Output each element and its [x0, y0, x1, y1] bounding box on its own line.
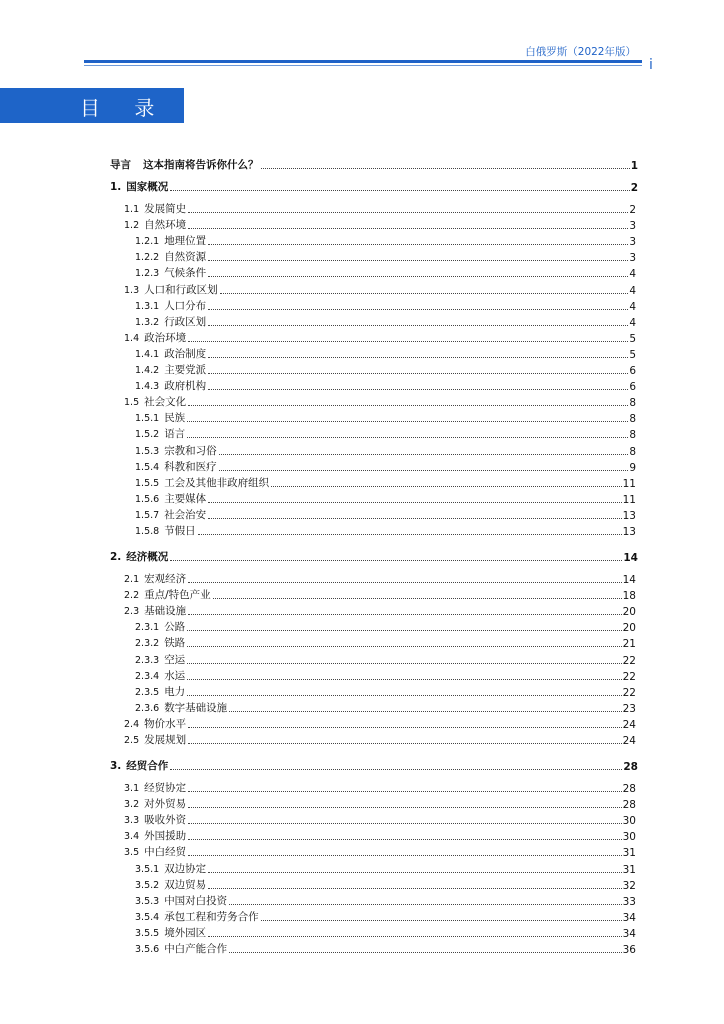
- toc-entry[interactable]: [0, 587, 724, 602]
- toc-entry[interactable]: [0, 549, 724, 564]
- toc-entry-page: 31: [622, 864, 636, 876]
- toc-entry-label: [135, 523, 196, 538]
- toc-entry[interactable]: [0, 925, 724, 940]
- toc-entry-label: [124, 587, 211, 602]
- toc-entry[interactable]: [0, 362, 724, 377]
- toc-entry-label: [110, 549, 168, 564]
- toc-entry-number: 2.3.6: [135, 703, 160, 714]
- toc-entry-number: 1.2.2: [135, 252, 160, 263]
- toc-dot-leader: [229, 904, 621, 905]
- toc-entry-title: 承包工程和劳务合作: [164, 911, 259, 923]
- toc-entry-number: 导言: [110, 159, 131, 171]
- toc-entry[interactable]: [0, 796, 724, 811]
- toc-dot-leader: [188, 839, 622, 840]
- toc-entry-label: [135, 265, 206, 280]
- toc-entry[interactable]: [0, 941, 724, 956]
- toc-entry-title: 中国对白投资: [164, 895, 228, 907]
- toc-entry-label: [124, 603, 186, 618]
- toc-dot-leader: [219, 454, 629, 455]
- toc-entry-title: 数字基础设施: [164, 702, 228, 714]
- toc-entry-page: 6: [629, 365, 636, 377]
- toc-entry-label: [135, 893, 227, 908]
- toc-entry-title: 基础设施: [144, 605, 187, 617]
- toc-dot-leader: [208, 309, 628, 310]
- toc-entry-number: 2.3.4: [135, 671, 160, 682]
- toc-entry-title: 政治制度: [164, 348, 207, 360]
- toc-entry-title: 外国援助: [144, 830, 187, 842]
- toc-entry-number: 1.4.2: [135, 365, 160, 376]
- toc-entry-label: [124, 394, 186, 409]
- toc-entry-title: 对外贸易: [144, 798, 187, 810]
- toc-entry-page: 5: [629, 349, 636, 361]
- toc-entry[interactable]: [0, 716, 724, 731]
- toc-entry-label: [124, 780, 186, 795]
- toc-entry-number: 1.5.5: [135, 478, 160, 489]
- toc-entry-page: 6: [629, 381, 636, 393]
- toc-entry-page: 3: [629, 252, 636, 264]
- toc-entry-page: 11: [622, 478, 636, 490]
- toc-entry[interactable]: [0, 635, 724, 650]
- toc-entry-page: 24: [622, 735, 636, 747]
- toc-entry-title: 双边贸易: [164, 879, 207, 891]
- toc-dot-leader: [208, 357, 628, 358]
- toc-entry[interactable]: [0, 780, 724, 795]
- toc-entry-label: [124, 282, 218, 297]
- toc-entry-title: 民族: [164, 412, 186, 424]
- toc-entry-number: 1.5.8: [135, 526, 160, 537]
- toc-entry-page: 28: [622, 783, 636, 795]
- toc-entry-page: 31: [622, 847, 636, 859]
- toc-entry-number: 2.3.3: [135, 655, 160, 666]
- toc-entry-label: [135, 700, 227, 715]
- toc-entry-title: 社会文化: [144, 396, 187, 408]
- toc-entry-number: 1.3: [124, 285, 140, 296]
- toc-dot-leader: [188, 855, 622, 856]
- toc-entry[interactable]: [0, 732, 724, 747]
- toc-entry[interactable]: [0, 668, 724, 683]
- toc-dot-leader: [188, 614, 622, 615]
- toc-dot-leader: [208, 518, 621, 519]
- toc-entry[interactable]: [0, 877, 724, 892]
- toc-entry-number: 2.3: [124, 606, 140, 617]
- toc-entry-label: [135, 877, 206, 892]
- toc-entry-label: [110, 179, 168, 194]
- toc-dot-leader: [188, 791, 622, 792]
- toc-entry[interactable]: [0, 282, 724, 297]
- toc-entry-title: 节假日: [164, 525, 196, 537]
- toc-entry-number: 2.3.1: [135, 622, 160, 633]
- toc-entry-page: 34: [622, 912, 636, 924]
- toc-entry-number: 3.5.1: [135, 864, 160, 875]
- toc-entry-number: 1.5.1: [135, 413, 160, 424]
- toc-dot-leader: [188, 341, 628, 342]
- toc-entry-number: 1.1: [124, 204, 140, 215]
- toc-entry-label: [135, 233, 206, 248]
- toc-entry-label: [135, 619, 185, 634]
- toc-entry-label: [124, 716, 186, 731]
- toc-entry-number: 1.2: [124, 220, 140, 231]
- toc-entry-number: 3.5.3: [135, 896, 160, 907]
- toc-entry-page: 8: [629, 397, 636, 409]
- toc-entry[interactable]: [0, 861, 724, 876]
- toc-entry-page: 13: [622, 526, 636, 538]
- toc-entry-page: 2: [630, 182, 638, 194]
- toc-dot-leader: [187, 646, 621, 647]
- toc-entry-number: 1.5.7: [135, 510, 160, 521]
- toc-entry-title: 自然环境: [144, 219, 187, 231]
- toc-entry[interactable]: [0, 459, 724, 474]
- toc-entry-title: 人口分布: [164, 300, 207, 312]
- toc-dot-leader: [187, 679, 621, 680]
- toc-entry[interactable]: [0, 217, 724, 232]
- toc-entry-number: 1.5.3: [135, 446, 160, 457]
- toc-entry-title: 行政区划: [164, 316, 207, 328]
- toc-dot-leader: [208, 276, 628, 277]
- toc-entry-label: [110, 157, 259, 172]
- toc-entry-page: 4: [629, 317, 636, 329]
- toc-entry-label: [135, 426, 185, 441]
- toc-entry-number: 3.1: [124, 783, 140, 794]
- toc-dot-leader: [170, 560, 622, 561]
- toc-entry-title: 经贸合作: [126, 760, 169, 772]
- toc-entry[interactable]: [0, 179, 724, 194]
- toc-entry-label: [124, 796, 186, 811]
- toc-entry-page: 9: [629, 462, 636, 474]
- toc-entry-label: [135, 475, 269, 490]
- toc-entry[interactable]: [0, 410, 724, 425]
- toc-dot-leader: [188, 228, 628, 229]
- toc-entry-title: 铁路: [164, 637, 186, 649]
- toc-entry-number: 1.4: [124, 333, 140, 344]
- toc-entry-page: 24: [622, 719, 636, 731]
- toc-entry[interactable]: [0, 700, 724, 715]
- toc-dot-leader: [188, 582, 622, 583]
- toc-entry-title: 自然资源: [164, 251, 207, 263]
- toc-entry-page: 21: [622, 638, 636, 650]
- toc-entry[interactable]: [0, 330, 724, 345]
- toc-entry-number: 2.4: [124, 719, 140, 730]
- toc-entry-label: [124, 217, 186, 232]
- toc-entry-title: 经贸协定: [144, 782, 187, 794]
- toc-dot-leader: [187, 695, 621, 696]
- toc-entry-page: 8: [629, 413, 636, 425]
- toc-entry-number: 1.2.1: [135, 236, 160, 247]
- toc-entry-title: 语言: [164, 428, 186, 440]
- toc-dot-leader: [187, 421, 628, 422]
- toc-entry-title: 地理位置: [164, 235, 207, 247]
- toc-entry-title: 公路: [164, 621, 186, 633]
- toc-entry-page: 14: [622, 574, 636, 586]
- toc-entry-page: 30: [622, 815, 636, 827]
- toc-entry-title: 宗教和习俗: [164, 445, 217, 457]
- toc-dot-leader: [187, 437, 628, 438]
- toc-entry[interactable]: [0, 758, 724, 773]
- toc-entry-title: 这本指南将告诉你什么？: [143, 159, 259, 171]
- toc-entry-title: 空运: [164, 654, 186, 666]
- toc-entry-title: 政府机构: [164, 380, 207, 392]
- toc-dot-leader: [229, 711, 621, 712]
- toc-entry-label: [124, 812, 186, 827]
- toc-entry[interactable]: [0, 157, 724, 172]
- toc-dot-leader: [213, 598, 622, 599]
- toc-entry[interactable]: [0, 265, 724, 280]
- toc-entry-label: [135, 941, 227, 956]
- toc-entry-title: 经济概况: [126, 551, 169, 563]
- toc-entry-page: 4: [629, 285, 636, 297]
- toc-entry-title: 主要媒体: [164, 493, 207, 505]
- toc-entry-number: 2.5: [124, 735, 140, 746]
- toc-entry[interactable]: [0, 346, 724, 361]
- toc-entry-label: [135, 668, 185, 683]
- toc-entry[interactable]: [0, 652, 724, 667]
- toc-dot-leader: [208, 260, 628, 261]
- toc-entry-label: [124, 844, 186, 859]
- toc-entry-page: 20: [622, 606, 636, 618]
- toc-entry-number: 1.5.6: [135, 494, 160, 505]
- toc-entry-label: [135, 507, 206, 522]
- toc-entry-number: 1.2.3: [135, 268, 160, 279]
- toc-entry-label: [124, 201, 186, 216]
- toc-entry-number: 2.: [110, 551, 122, 563]
- toc-entry-label: [135, 249, 206, 264]
- toc-entry-title: 政治环境: [144, 332, 187, 344]
- toc-entry-number: 2.3.2: [135, 638, 160, 649]
- toc-dot-leader: [208, 872, 621, 873]
- toc-entry[interactable]: [0, 507, 724, 522]
- toc-entry-number: 2.3.5: [135, 687, 160, 698]
- toc-entry-page: 3: [629, 220, 636, 232]
- toc-entry-page: 11: [622, 494, 636, 506]
- toc-entry-label: [135, 925, 206, 940]
- toc-dot-leader: [187, 630, 621, 631]
- toc-entry-page: 22: [622, 671, 636, 683]
- toc-entry-title: 社会治安: [164, 509, 207, 521]
- toc-entry[interactable]: [0, 314, 724, 329]
- toc-dot-leader: [208, 373, 628, 374]
- toc-entry-label: [135, 635, 185, 650]
- toc-entry[interactable]: [0, 893, 724, 908]
- toc-entry-page: 14: [623, 552, 638, 564]
- toc-entry-page: 8: [629, 429, 636, 441]
- toc-entry-title: 双边协定: [164, 863, 207, 875]
- toc-entry[interactable]: [0, 394, 724, 409]
- toc-entry-number: 1.3.1: [135, 301, 160, 312]
- toc-entry-number: 1.4.3: [135, 381, 160, 392]
- toc-entry[interactable]: [0, 523, 724, 538]
- toc-entry-title: 发展简史: [144, 203, 187, 215]
- toc-dot-leader: [198, 534, 622, 535]
- toc-dot-leader: [261, 168, 630, 169]
- toc-entry-page: 32: [622, 880, 636, 892]
- toc-entry-number: 3.: [110, 760, 122, 772]
- toc-entry-page: 8: [629, 446, 636, 458]
- toc-entry-number: 3.5.2: [135, 880, 160, 891]
- toc-entry-number: 1.5.2: [135, 429, 160, 440]
- toc-entry-label: [135, 346, 206, 361]
- toc-entry[interactable]: [0, 828, 724, 843]
- toc-dot-leader: [188, 212, 628, 213]
- toc-entry-page: 20: [622, 622, 636, 634]
- toc-entry[interactable]: [0, 249, 724, 264]
- toc-entry-page: 13: [622, 510, 636, 522]
- toc-entry-page: 22: [622, 655, 636, 667]
- toc-entry-title: 电力: [164, 686, 186, 698]
- toc-entry-title: 国家概况: [126, 181, 169, 193]
- toc-entry-title: 重点/特色产业: [144, 589, 211, 601]
- toc-dot-leader: [271, 486, 621, 487]
- toc-entry-number: 1.5: [124, 397, 140, 408]
- toc-entry-number: 1.5.4: [135, 462, 160, 473]
- toc-entry[interactable]: [0, 491, 724, 506]
- toc-entry-number: 3.5.6: [135, 944, 160, 955]
- toc-dot-leader: [208, 502, 621, 503]
- toc-entry-number: 3.5.4: [135, 912, 160, 923]
- toc-entry[interactable]: [0, 684, 724, 699]
- toc-entry-title: 气候条件: [164, 267, 207, 279]
- toc-entry-label: [135, 652, 185, 667]
- toc-entry[interactable]: [0, 201, 724, 216]
- toc-entry-label: [135, 491, 206, 506]
- toc-entry-label: [135, 459, 217, 474]
- toc-entry-page: 18: [622, 590, 636, 602]
- toc-dot-leader: [208, 244, 628, 245]
- toc-entry-page: 36: [622, 944, 636, 956]
- toc-entry-page: 34: [622, 928, 636, 940]
- toc-entry-title: 发展规划: [144, 734, 187, 746]
- toc-entry-label: [135, 861, 206, 876]
- toc-dot-leader: [208, 389, 628, 390]
- running-header-title: 白俄罗斯（2022年版）: [525, 46, 636, 58]
- toc-dot-leader: [208, 936, 621, 937]
- toc-entry-number: 2.2: [124, 590, 140, 601]
- toc-dot-leader: [219, 470, 629, 471]
- toc-dot-leader: [188, 727, 622, 728]
- contents-title: 目 录: [80, 96, 169, 120]
- toc-dot-leader: [188, 807, 622, 808]
- toc-entry[interactable]: [0, 619, 724, 634]
- toc-entry-page: 23: [622, 703, 636, 715]
- toc-entry[interactable]: [0, 426, 724, 441]
- toc-entry-page: 22: [622, 687, 636, 699]
- toc-entry-page: 28: [623, 761, 638, 773]
- toc-entry-label: [135, 410, 185, 425]
- toc-dot-leader: [208, 888, 621, 889]
- toc-entry-number: 3.5.5: [135, 928, 160, 939]
- toc-entry[interactable]: [0, 475, 724, 490]
- toc-entry[interactable]: [0, 844, 724, 859]
- toc-entry-title: 境外园区: [164, 927, 207, 939]
- toc-entry-title: 中白经贸: [144, 846, 187, 858]
- toc-entry-label: [124, 732, 186, 747]
- toc-entry-number: 3.3: [124, 815, 140, 826]
- toc-entry-number: 3.5: [124, 847, 140, 858]
- toc-entry-label: [135, 314, 206, 329]
- toc-entry-title: 吸收外资: [144, 814, 187, 826]
- toc-entry-page: 4: [629, 268, 636, 280]
- toc-entry-label: [135, 909, 259, 924]
- page-number: i: [649, 57, 653, 73]
- toc-dot-leader: [208, 325, 628, 326]
- toc-entry[interactable]: [0, 603, 724, 618]
- toc-entry-number: 2.1: [124, 574, 140, 585]
- toc-entry-page: 3: [629, 236, 636, 248]
- toc-dot-leader: [170, 769, 622, 770]
- toc-dot-leader: [220, 293, 629, 294]
- toc-entry-page: 2: [629, 204, 636, 216]
- toc-entry[interactable]: [0, 233, 724, 248]
- toc-entry-title: 科教和医疗: [164, 461, 217, 473]
- toc-entry-label: [124, 571, 186, 586]
- toc-entry[interactable]: [0, 909, 724, 924]
- toc-entry-label: [124, 330, 186, 345]
- toc-entry-title: 工会及其他非政府组织: [164, 477, 270, 489]
- toc-entry-label: [110, 758, 168, 773]
- toc-entry-number: 1.4.1: [135, 349, 160, 360]
- toc-entry-number: 3.4: [124, 831, 140, 842]
- toc-entry-page: 1: [630, 160, 638, 172]
- toc-entry-label: [124, 828, 186, 843]
- toc-entry[interactable]: [0, 812, 724, 827]
- toc-dot-leader: [261, 920, 622, 921]
- toc-entry-label: [135, 298, 206, 313]
- toc-entry-title: 主要党派: [164, 364, 207, 376]
- toc-entry-page: 30: [622, 831, 636, 843]
- toc-dot-leader: [188, 405, 628, 406]
- toc-entry-number: 1.: [110, 181, 122, 193]
- toc-entry-page: 33: [622, 896, 636, 908]
- toc-entry-page: 5: [629, 333, 636, 345]
- toc-entry-page: 28: [622, 799, 636, 811]
- toc-entry[interactable]: [0, 378, 724, 393]
- toc-dot-leader: [229, 952, 621, 953]
- toc-entry-number: 3.2: [124, 799, 140, 810]
- toc-entry-label: [135, 684, 185, 699]
- toc-entry[interactable]: [0, 571, 724, 586]
- toc-entry-title: 中白产能合作: [164, 943, 228, 955]
- toc-entry-number: 1.3.2: [135, 317, 160, 328]
- toc-entry-page: 4: [629, 301, 636, 313]
- toc-entry-title: 物价水平: [144, 718, 187, 730]
- toc-entry-label: [135, 378, 206, 393]
- toc-dot-leader: [170, 190, 629, 191]
- toc-entry-title: 宏观经济: [144, 573, 187, 585]
- toc-entry[interactable]: [0, 298, 724, 313]
- toc-entry-title: 水运: [164, 670, 186, 682]
- toc-entry-title: 人口和行政区划: [144, 284, 218, 296]
- toc-entry-label: [135, 362, 206, 377]
- toc-dot-leader: [187, 663, 621, 664]
- toc-entry-label: [135, 443, 217, 458]
- toc-dot-leader: [188, 743, 622, 744]
- toc-entry[interactable]: [0, 443, 724, 458]
- toc-dot-leader: [188, 823, 622, 824]
